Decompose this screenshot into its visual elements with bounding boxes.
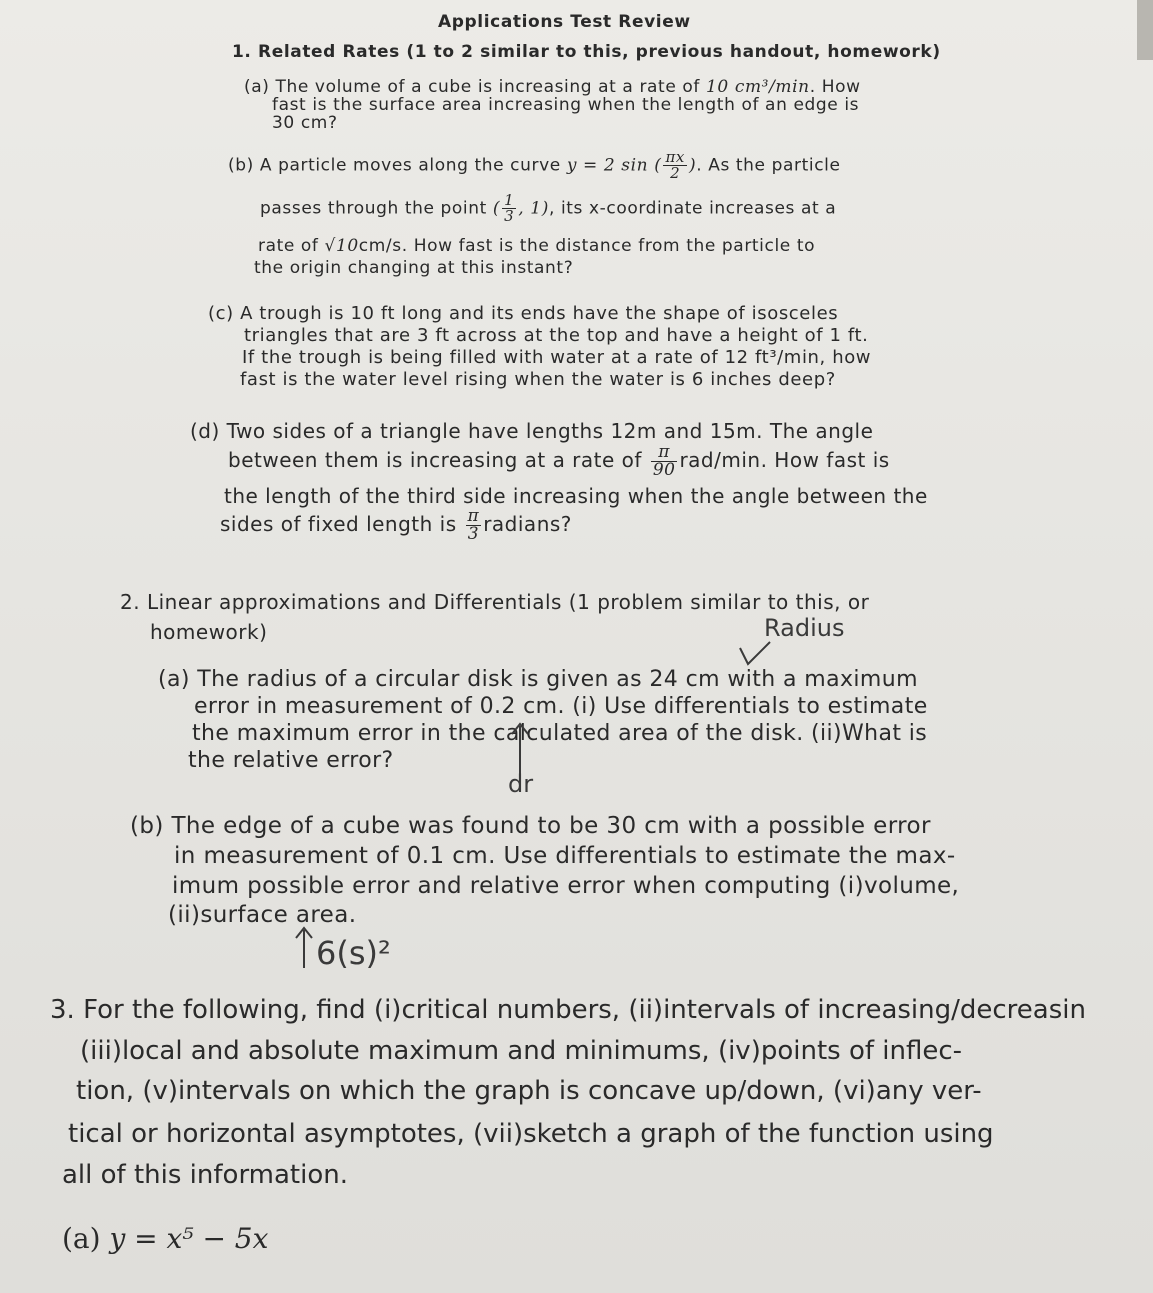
s1b-paren: ( — [492, 198, 501, 219]
handwritten-dr: dr — [508, 770, 534, 798]
section-1-heading: 1. Related Rates (1 to 2 similar to this, previous handout, homework) — [232, 42, 941, 62]
s2a-line3: the maximum error in the calculated area of the disk. (ii)What is — [192, 721, 928, 746]
s1b-rate-text: rate of — [258, 236, 325, 256]
s1b-point-rest: , 1) — [518, 198, 549, 219]
s1d-rate-fraction — [651, 444, 678, 479]
s2a-line4: the relative error? — [188, 748, 394, 773]
section-3-line3: tion, (v)intervals on which the graph is concave up/down, (vi)any ver- — [76, 1076, 982, 1106]
s1b-sqrt: √10 — [324, 236, 359, 256]
s1b-fraction — [663, 150, 687, 181]
s1b-point-text: passes through the point — [260, 198, 493, 219]
s3a-label: (a) — [62, 1222, 110, 1255]
s1a-line3: 30 cm? — [272, 113, 338, 133]
s1b-line3 — [258, 236, 815, 256]
s1b-line2 — [260, 193, 836, 224]
section-3-line4: tical or horizontal asymptotes, (vii)sketch a graph of the function using — [68, 1119, 994, 1149]
s1a-line2: fast is the surface area increasing when the length of an edge is — [272, 95, 860, 115]
s2b-line3: imum possible error and relative error when computing (i)volume, — [172, 873, 960, 899]
s1a-rate: 10 cm³/min — [705, 77, 810, 97]
s1b-line1 — [228, 150, 841, 181]
section-2-heading-line2: homework) — [150, 620, 268, 644]
s1d-line3: the length of the third side increasing when the angle between the — [224, 484, 928, 508]
s2a-line1: (a) The radius of a circular disk is given as 24 cm with a maximum — [158, 667, 918, 692]
page-title: Applications Test Review — [438, 12, 691, 32]
s1d-line2 — [228, 444, 890, 479]
handwritten-arrow-up — [508, 720, 532, 776]
s3a-equation: y = x⁵ − 5x — [109, 1222, 269, 1255]
s2b-line1: (b) The edge of a cube was found to be 30 cm with a possible error — [130, 813, 931, 839]
s1d-rate-num: π — [651, 444, 678, 462]
s2a-line2: error in measurement of 0.2 cm. (i) Use differentials to estimate — [194, 694, 928, 719]
s1c-line2: triangles that are 3 ft across at the top and have a height of 1 ft. — [244, 325, 869, 346]
s2b-line2: in measurement of 0.1 cm. Use differentials to estimate the max- — [174, 843, 956, 869]
s1d-rate-den: 90 — [652, 460, 676, 480]
s1b-text: (b) A particle moves along the curve — [228, 155, 567, 176]
s1c-line1: (c) A trough is 10 ft long and its ends have the shape of isosceles — [208, 303, 839, 324]
s1b-point-text-end: , its x-coordinate increases at a — [548, 198, 837, 219]
s2b-line4: (ii)surface area. — [168, 902, 357, 928]
s1b-frac-den: 2 — [670, 164, 681, 182]
s1b-eq-start: y = 2 sin ( — [566, 155, 662, 176]
s1b-rate-text-end: cm/s. How fast is the distance from the particle to — [358, 236, 816, 256]
s1d-angle-den: 3 — [467, 524, 480, 544]
s1d-angle-num: π — [467, 506, 480, 526]
s1b-eq-end: ) — [688, 155, 697, 176]
section-3-line2: (iii)local and absolute maximum and minimums, (iv)points of inflec- — [80, 1036, 963, 1066]
handwritten-radius: Radius — [764, 614, 845, 642]
s1b-point-den: 3 — [504, 207, 515, 225]
s1b-text-end: . As the particle — [696, 155, 841, 176]
s1b-frac-num: πx — [665, 148, 685, 166]
handwritten-6s-squared: 6(s)² — [316, 934, 391, 972]
s1b-point-num: 1 — [504, 191, 515, 209]
handwritten-checkmark — [736, 638, 776, 670]
handwritten-arrow-up-2 — [290, 924, 316, 972]
s1b-point-fraction — [502, 193, 516, 224]
s1d-line1: (d) Two sides of a triangle have lengths 12m and 15m. The angle — [190, 419, 874, 443]
s1a-text: (a) The volume of a cube is increasing at a rate of — [244, 77, 706, 97]
section-3-line5: all of this information. — [62, 1160, 348, 1190]
section-2-heading-line1: 2. Linear approximations and Differentials (1 problem similar to this, or — [120, 590, 870, 614]
s1a-text-end: . How — [809, 77, 861, 97]
s1b-line4: the origin changing at this instant? — [254, 258, 574, 278]
s1d-angle-text-end: radians? — [483, 512, 572, 536]
s1d-rate-text: between them is increasing at a rate of — [228, 448, 649, 472]
s1d-rate-text-end: rad/min. How fast is — [679, 448, 890, 472]
s1c-line3: If the trough is being filled with water at a rate of 12 ft³/min, how — [242, 347, 872, 368]
s1d-line4 — [220, 508, 572, 543]
s1c-line4: fast is the water level rising when the water is 6 inches deep? — [240, 369, 836, 390]
s1d-angle-fraction — [466, 508, 482, 543]
s1d-angle-text: sides of fixed length is — [220, 512, 464, 536]
s3a-problem — [62, 1222, 268, 1255]
paper-edge — [1137, 0, 1153, 60]
s1a-line1 — [244, 77, 861, 97]
section-3-line1: 3. For the following, find (i)critical numbers, (ii)intervals of increasing/decreasin — [50, 995, 1086, 1025]
